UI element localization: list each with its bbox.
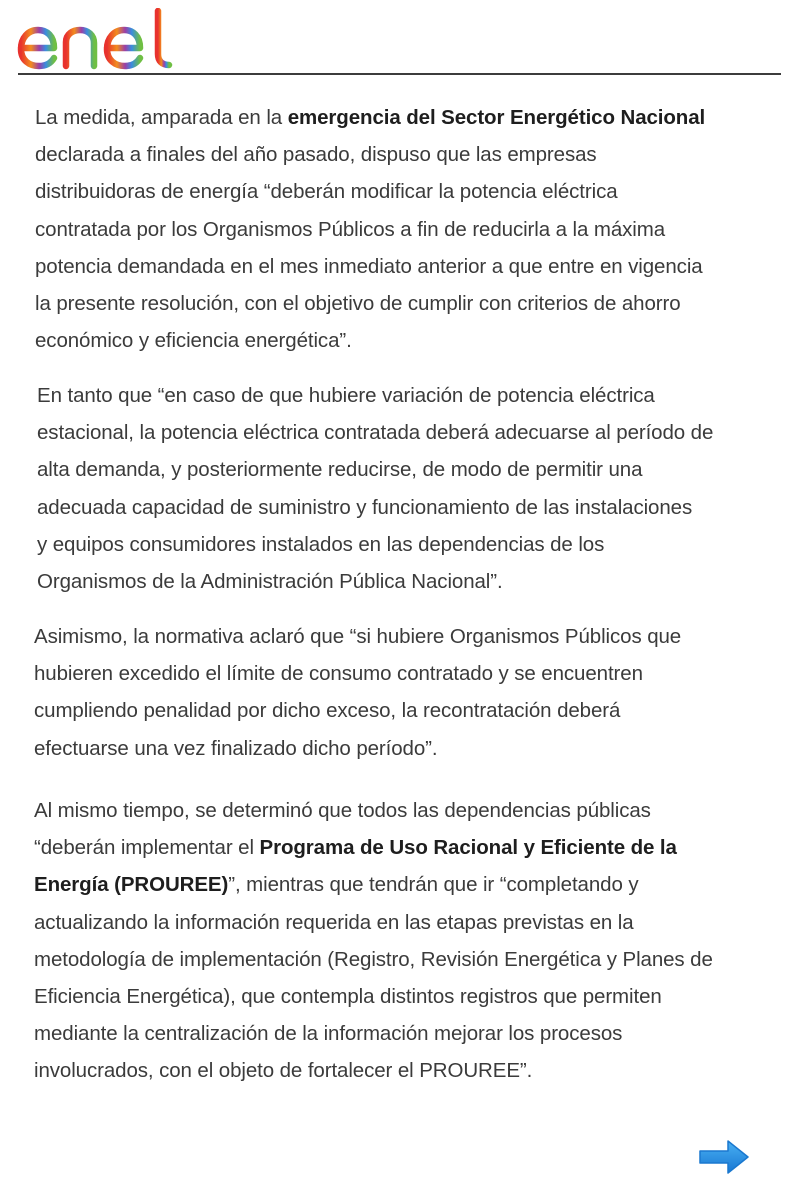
p4-text: ”, mientras que tendrán que ir “completando y <box>228 873 639 897</box>
paragraph-2 <box>37 377 713 600</box>
p3-line-3: cumpliendo penalidad por dicho exceso, la recontratación deberá <box>34 699 621 723</box>
header <box>0 0 800 76</box>
p3-line-4: efectuarse una vez finalizado dicho período”. <box>34 736 438 760</box>
p1-line-4: contratada por los Organismos Públicos a fin de reducirla a la máxima <box>35 217 666 241</box>
p4-line-8: involucrados, con el objeto de fortalecer el PROUREE”. <box>34 1059 533 1083</box>
p4-text: “deberán implementar el <box>34 836 260 860</box>
p1-line-6: la presente resolución, con el objetivo de cumplir con criterios de ahorro <box>35 292 681 316</box>
p1-bold-text: emergencia del Sector Energético Nacional <box>287 106 706 129</box>
p1-line-7: económico y eficiencia energética”. <box>35 329 352 353</box>
p2-line-5: y equipos consumidores instalados en las dependencias de los <box>37 532 605 556</box>
paragraph-3 <box>34 618 681 767</box>
arrow-right-icon[interactable] <box>697 1138 751 1176</box>
p1-line-1 <box>35 99 705 136</box>
header-divider <box>18 73 781 75</box>
p2-line-3: alta demanda, y posteriormente reducirse, de modo de permitir una <box>37 458 643 482</box>
p4-line-5: metodología de implementación (Registro, Revisión Energética y Planes de <box>34 947 713 971</box>
p1-line-5: potencia demandada en el mes inmediato anterior a que entre en vigencia <box>35 254 703 278</box>
p2-line-6: Organismos de la Administración Pública Nacional”. <box>37 570 503 594</box>
paragraph-1 <box>35 99 705 359</box>
p4-line-6: Eficiencia Energética), que contempla distintos registros que permiten <box>34 985 662 1009</box>
p3-line-2: hubieren excedido el límite de consumo contratado y se encuentren <box>34 662 643 686</box>
p3-line-1: Asimismo, la normativa aclaró que “si hubiere Organismos Públicos que <box>34 625 682 648</box>
p2-line-2: estacional, la potencia eléctrica contratada deberá adecuarse al período de <box>37 421 714 445</box>
p4-bold-text: Energía (PROUREE) <box>34 873 229 897</box>
p4-line-7: mediante la centralización de la información mejorar los procesos <box>34 1022 623 1046</box>
p4-line-4: actualizando la información requerida en las etapas previstas en la <box>34 910 634 934</box>
p1-line-2: declarada a finales del año pasado, dispuso que las empresas <box>35 143 597 167</box>
enel-logo[interactable] <box>16 8 181 70</box>
p2-line-4: adecuada capacidad de suministro y funcionamiento de las instalaciones <box>37 495 693 519</box>
p4-line-3 <box>34 866 713 903</box>
p4-line-2 <box>34 829 713 866</box>
p1-text: La medida, amparada en la <box>35 106 288 129</box>
p1-line-3: distribuidoras de energía “deberán modificar la potencia eléctrica <box>35 180 618 204</box>
paragraph-4 <box>34 792 713 1090</box>
p2-line-1: En tanto que “en caso de que hubiere variación de potencia eléctrica <box>37 384 655 407</box>
p4-line-1: Al mismo tiempo, se determinó que todos las dependencias públicas <box>34 799 651 822</box>
p4-bold-text: Programa de Uso Racional y Eficiente de la <box>259 836 677 860</box>
